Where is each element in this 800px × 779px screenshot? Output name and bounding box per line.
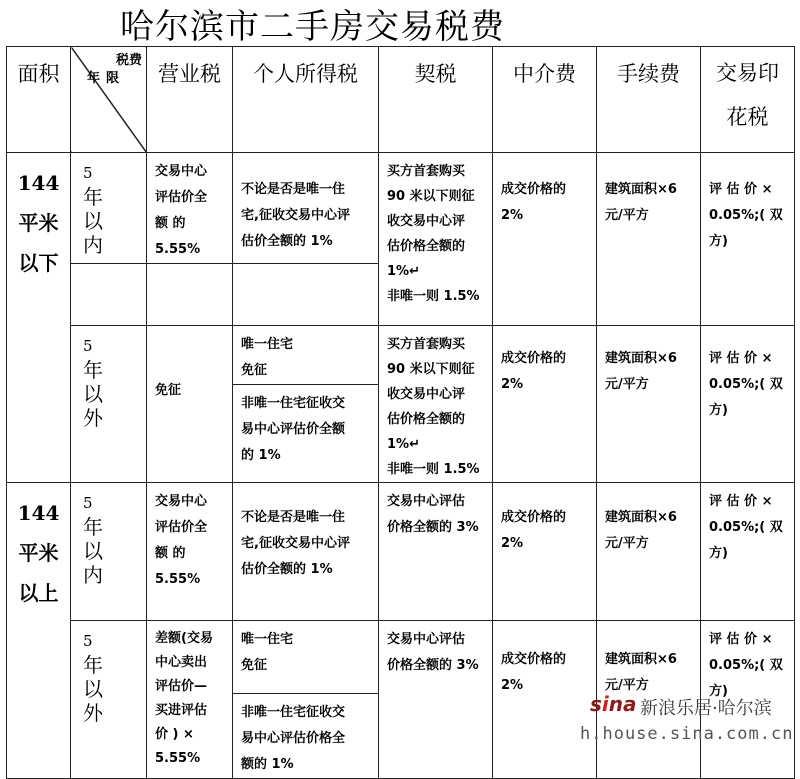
sina-logo xyxy=(590,692,637,716)
area-line: 平米 xyxy=(18,211,59,235)
period-line: 内 xyxy=(83,563,103,587)
watermark-url: h.house.sina.com.cn xyxy=(580,724,794,744)
stamp-tax-cell xyxy=(701,153,795,326)
cell-line: 成交价格的 xyxy=(501,182,567,197)
table-row xyxy=(7,483,795,621)
cell-line: 元/平方 xyxy=(605,678,649,693)
header-area: 面积 xyxy=(7,47,71,153)
cell-line: 价格全额的 3% xyxy=(387,658,479,673)
cell-line: 元/平方 xyxy=(605,208,649,223)
cell-line: 易中心评估价格全 xyxy=(241,731,346,746)
income-tax-cell xyxy=(233,483,379,621)
cell-line: 元/平方 xyxy=(605,536,649,551)
cell-line: 成交价格的 xyxy=(501,510,567,525)
period-within-5-years xyxy=(71,153,147,264)
cell-line: 5.55% xyxy=(155,572,201,587)
header-business-tax: 营业税 xyxy=(147,47,233,153)
cell-line: 宅,征收交易中心评 xyxy=(241,208,350,223)
header-deed-tax: 契税 xyxy=(379,47,493,153)
header-handling-fee: 手续费 xyxy=(597,47,701,153)
period-number: 5 xyxy=(83,164,93,182)
watermark-brand: 新浪乐居·哈尔滨 xyxy=(640,698,772,719)
cell-line: 2% xyxy=(501,208,524,223)
cell-line: 估价全额的 1% xyxy=(241,562,333,577)
cell-line: 评估价全 xyxy=(155,190,208,205)
header-row xyxy=(7,47,795,153)
cell-line: 评 估 价 × xyxy=(709,632,773,647)
header-income-tax: 个人所得税 xyxy=(233,47,379,153)
cell-line: 额 的 xyxy=(155,216,186,231)
cell-line: 价 ) × xyxy=(155,727,194,742)
cell-line: 成交价格的 xyxy=(501,351,567,366)
table-row xyxy=(7,153,795,264)
cell-line: 的 1% xyxy=(241,448,281,463)
cell-line: 差额(交易 xyxy=(155,631,213,646)
cell-line: 非唯一住宅征收交 xyxy=(241,705,346,720)
cell-line: 宅,征收交易中心评 xyxy=(241,536,350,551)
cell-line: 评估价全 xyxy=(155,520,208,535)
cell-line: 非唯一住宅征收交 xyxy=(241,396,346,411)
cell-line: 5.55% xyxy=(155,751,201,766)
cell-line: 90 米以下则征 xyxy=(387,362,475,377)
deed-tax-cell xyxy=(379,326,493,483)
cell-line: 不论是否是唯一住 xyxy=(241,182,346,197)
income-tax-split-cell xyxy=(233,621,379,779)
cell-line: 非唯一则 1.5% xyxy=(387,289,480,304)
period-line: 年 xyxy=(83,515,103,539)
period-line: 年 xyxy=(83,185,103,209)
sina-logo-part: s xyxy=(590,692,602,716)
cell-line: 收交易中心评 xyxy=(387,214,466,229)
income-tax-non-unique xyxy=(233,694,378,778)
cell-line: 交易中心评估 xyxy=(387,632,466,647)
header-stamp-tax-line1: 交易印 xyxy=(716,61,779,85)
header-agency-fee: 中介费 xyxy=(493,47,597,153)
header-period-label: 年限 xyxy=(87,71,126,86)
agency-fee-cell xyxy=(493,153,597,326)
cell-line: 0.05%;( 双 xyxy=(709,377,783,392)
period-line: 内 xyxy=(83,233,103,257)
deed-tax-cell xyxy=(379,153,493,326)
cell-line: 90 米以下则征 xyxy=(387,189,475,204)
period-line: 以 xyxy=(83,677,103,701)
cell-line: 元/平方 xyxy=(605,377,649,392)
cell-line: 估价全额的 1% xyxy=(241,234,333,249)
income-tax-split-cell xyxy=(233,326,379,483)
cell-line: 方) xyxy=(709,684,728,699)
cell-line: 方) xyxy=(709,403,728,418)
stamp-tax-cell xyxy=(701,326,795,483)
area-under-144 xyxy=(7,153,71,483)
area-over-144 xyxy=(7,483,71,779)
cell-line: 评估价— xyxy=(155,679,208,694)
deed-tax-cell xyxy=(379,621,493,779)
income-tax-spacer xyxy=(233,264,379,326)
cell-line: 唯一住宅 xyxy=(241,632,294,647)
period-line: 年 xyxy=(83,653,103,677)
period-spacer xyxy=(71,264,147,326)
area-line: 144 xyxy=(17,501,60,525)
cell-line: 方) xyxy=(709,546,728,561)
header-stamp-tax-line2: 花税 xyxy=(726,105,769,129)
cell-line: 交易中心 xyxy=(155,494,208,509)
cell-line: 0.05%;( 双 xyxy=(709,208,783,223)
table-row xyxy=(7,326,795,483)
cell-line: 唯一住宅 xyxy=(241,337,294,352)
stamp-tax-cell xyxy=(701,483,795,621)
handling-fee-cell xyxy=(597,153,701,326)
cell-line: 不论是否是唯一住 xyxy=(241,510,346,525)
cell-line: 估价格全额的 xyxy=(387,239,466,254)
cell-line: 免征 xyxy=(155,383,182,398)
cell-line: 建筑面积×6 xyxy=(605,510,677,525)
sina-logo-part: na xyxy=(608,692,637,716)
cell-line: 1%↵ xyxy=(387,437,420,452)
handling-fee-cell xyxy=(597,326,701,483)
period-line: 以 xyxy=(83,209,103,233)
period-line: 外 xyxy=(83,406,103,430)
cell-line: 价格全额的 3% xyxy=(387,520,479,535)
area-line: 平米 xyxy=(18,541,59,565)
cell-line: 额的 1% xyxy=(241,757,294,772)
cell-line: 建筑面积×6 xyxy=(605,351,677,366)
cell-line: 评 估 价 × xyxy=(709,182,773,197)
period-number: 5 xyxy=(83,632,93,650)
cell-line: 买方首套购买 xyxy=(387,164,466,179)
period-number: 5 xyxy=(83,494,93,512)
cell-line: 交易中心评估 xyxy=(387,494,466,509)
agency-fee-cell xyxy=(493,483,597,621)
sina-house-watermark xyxy=(580,692,792,748)
area-line: 144 xyxy=(17,171,60,195)
cell-line: 0.05%;( 双 xyxy=(709,658,783,673)
area-line: 以下 xyxy=(18,251,59,275)
tax-fee-table xyxy=(6,46,795,779)
header-tax-label: 税费 xyxy=(115,53,142,68)
cell-line: 5.55% xyxy=(155,242,201,257)
cell-line: 评 估 价 × xyxy=(709,494,773,509)
period-within-5-years xyxy=(71,483,147,621)
income-tax-unique xyxy=(233,326,378,385)
business-tax-cell xyxy=(147,153,233,264)
cell-line: 估价格全额的 xyxy=(387,412,466,427)
cell-line: 2% xyxy=(501,678,524,693)
header-stamp-tax xyxy=(701,47,795,153)
business-tax-cell xyxy=(147,483,233,621)
cell-line: 方) xyxy=(709,234,728,249)
income-tax-cell xyxy=(233,153,379,264)
sina-logo-accent: i xyxy=(601,692,609,716)
period-line: 外 xyxy=(83,701,103,725)
cell-line: 成交价格的 xyxy=(501,652,567,667)
cell-line: 中心卖出 xyxy=(155,655,208,670)
cell-line: 2% xyxy=(501,377,524,392)
cell-line: 建筑面积×6 xyxy=(605,652,677,667)
period-line: 以 xyxy=(83,539,103,563)
business-tax-cell xyxy=(147,621,233,779)
cell-line: 收交易中心评 xyxy=(387,387,466,402)
cell-line: 易中心评估价全额 xyxy=(241,422,346,437)
cell-line: 免征 xyxy=(241,658,268,673)
cell-line: 免征 xyxy=(241,363,268,378)
cell-line: 建筑面积×6 xyxy=(605,182,677,197)
cell-line: 买方首套购买 xyxy=(387,337,466,352)
period-line: 以 xyxy=(83,382,103,406)
deed-tax-cell xyxy=(379,483,493,621)
header-diagonal-cell xyxy=(71,47,147,153)
cell-line: 1%↵ xyxy=(387,264,420,279)
business-tax-cell xyxy=(147,326,233,483)
handling-fee-cell xyxy=(597,483,701,621)
cell-line: 交易中心 xyxy=(155,164,208,179)
period-over-5-years xyxy=(71,621,147,779)
income-tax-non-unique xyxy=(233,385,378,469)
cell-line: 2% xyxy=(501,536,524,551)
cell-line: 买进评估 xyxy=(155,703,208,718)
cell-line: 非唯一则 1.5% xyxy=(387,462,480,477)
cell-line: 额 的 xyxy=(155,546,186,561)
cell-line: 0.05%;( 双 xyxy=(709,520,783,535)
page-title: 哈尔滨市二手房交易税费 xyxy=(120,7,505,47)
period-over-5-years xyxy=(71,326,147,483)
business-tax-spacer xyxy=(147,264,233,326)
income-tax-unique xyxy=(233,621,378,694)
area-line: 以上 xyxy=(18,581,59,605)
agency-fee-cell xyxy=(493,326,597,483)
period-number: 5 xyxy=(83,337,93,355)
cell-line: 评 估 价 × xyxy=(709,351,773,366)
period-line: 年 xyxy=(83,358,103,382)
